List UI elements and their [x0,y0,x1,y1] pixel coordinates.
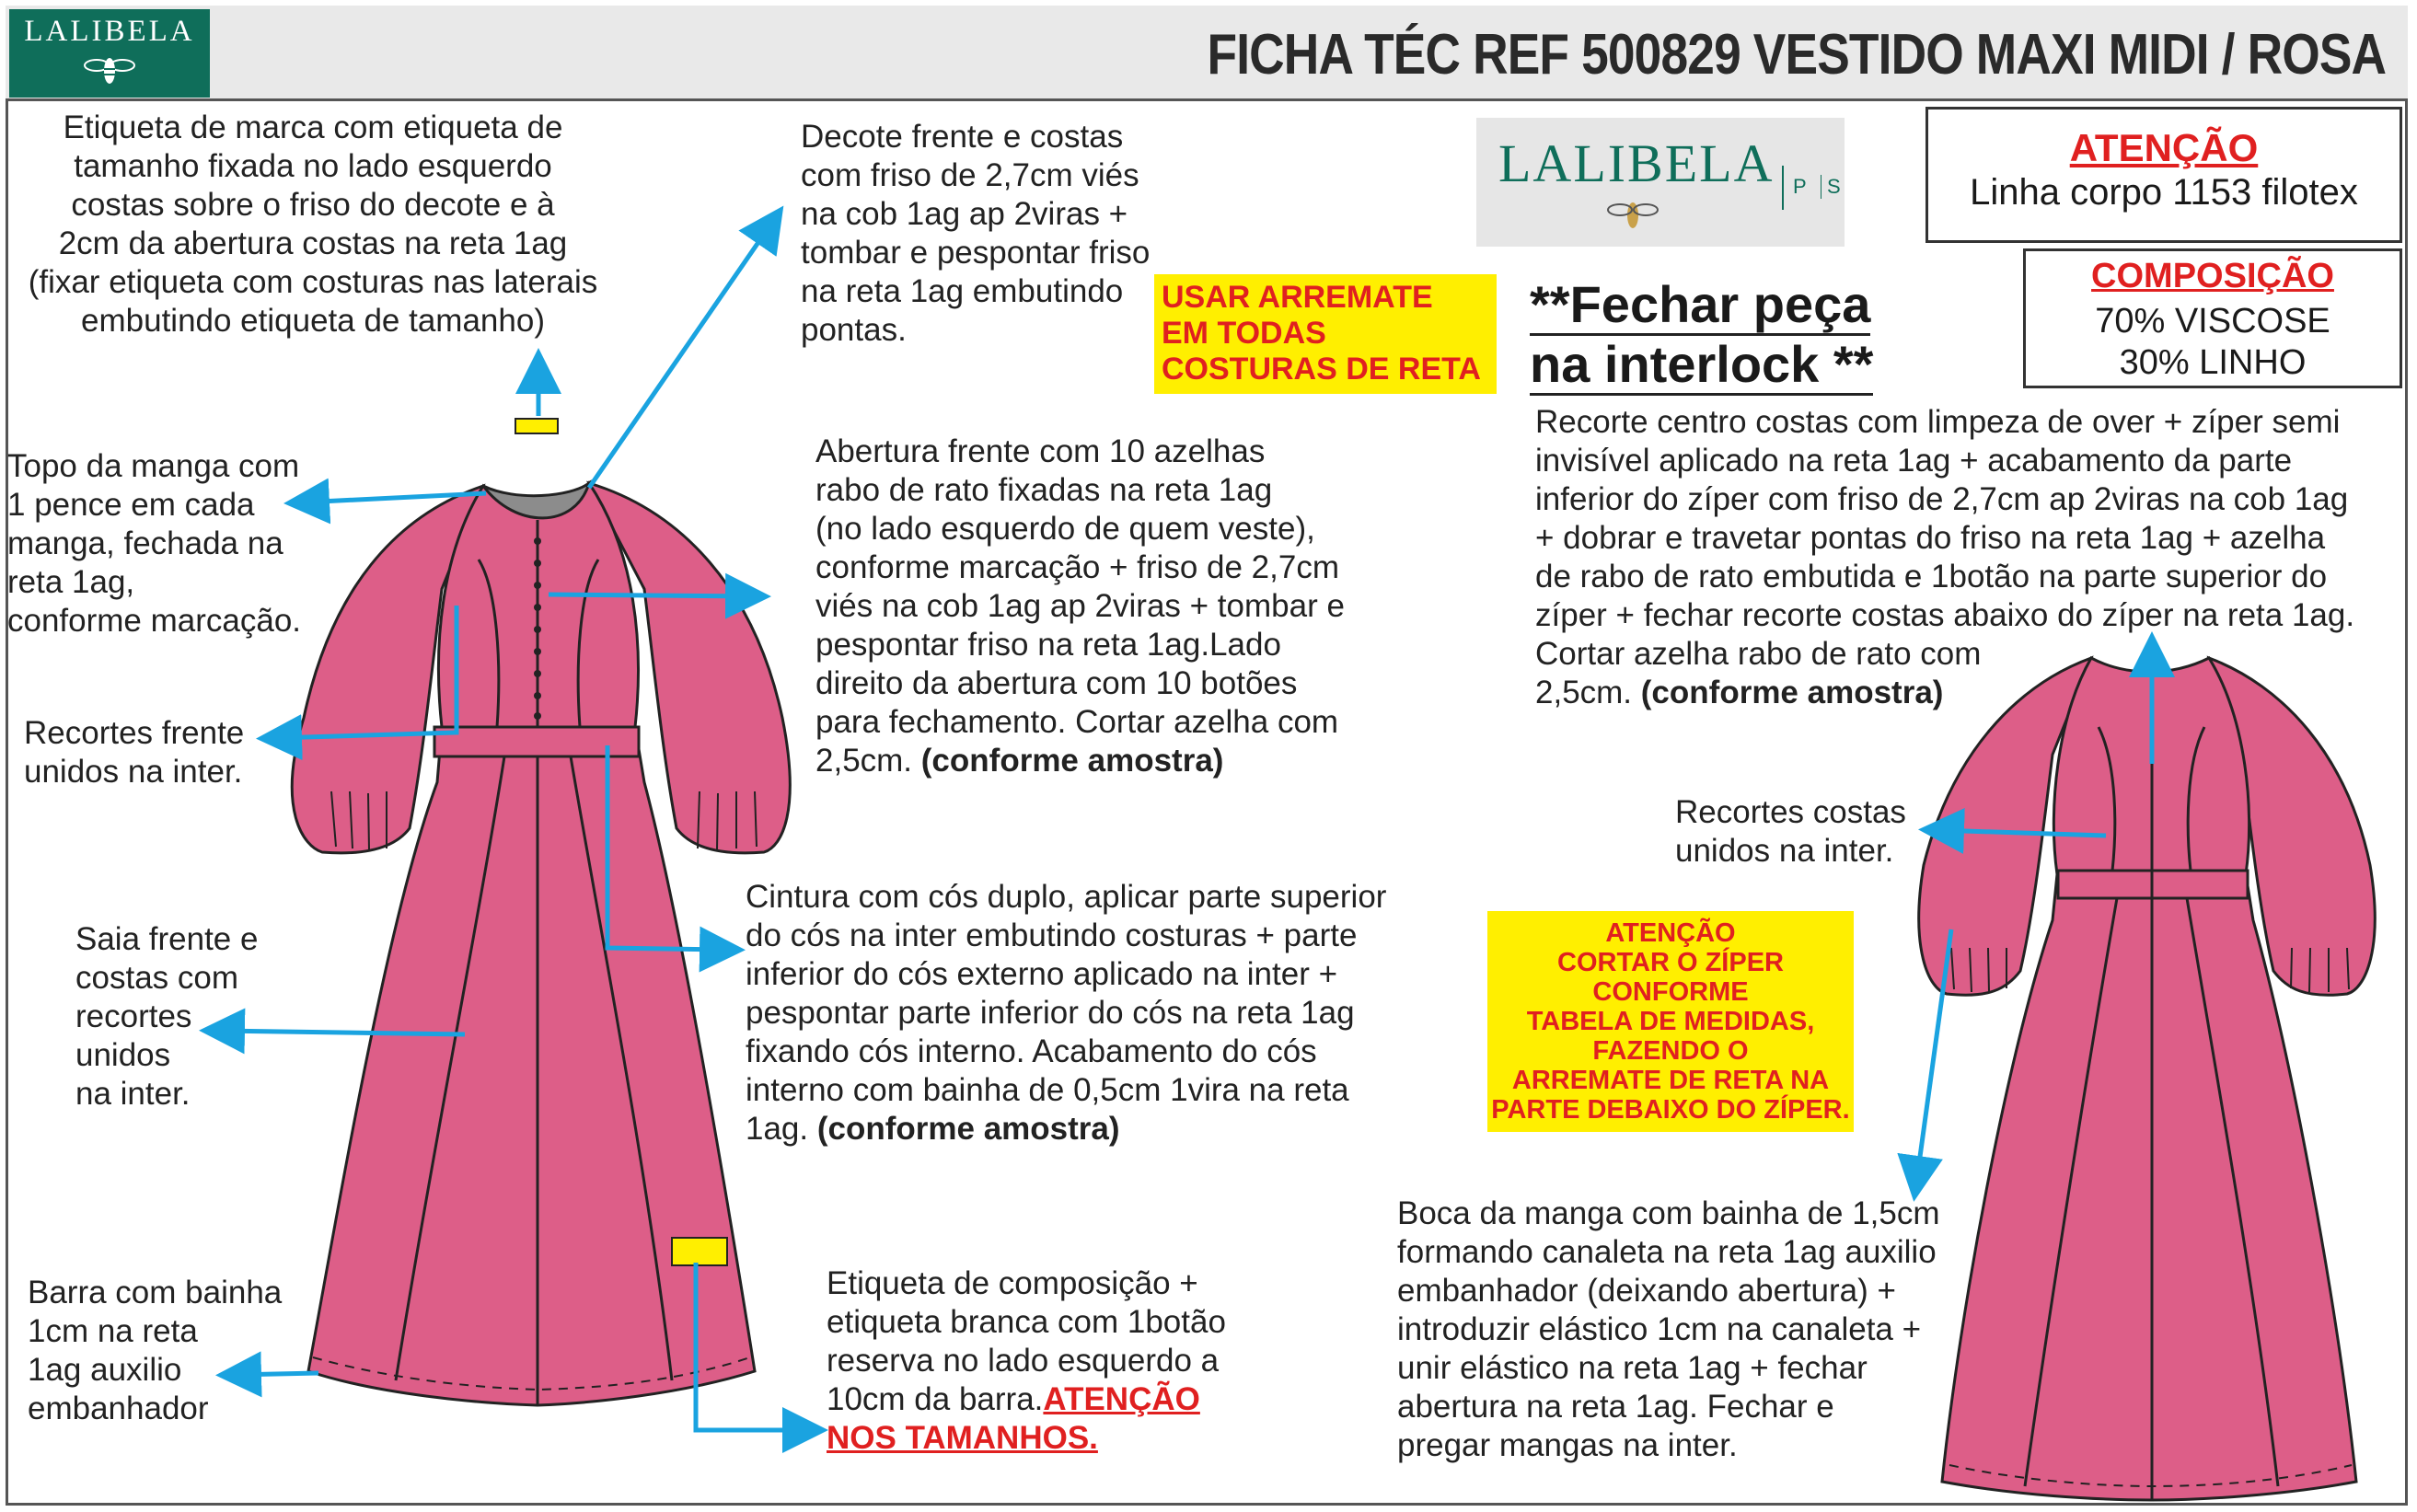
front-dress [292,419,790,1405]
note-etiqueta-comp-alert: ATENÇÃO NOS TAMANHOS. [827,1381,1200,1456]
brand-wordmark: LALIBELA [24,15,195,48]
note-abertura-frente-text: Abertura frente com 10 azelhas rabo de rato fixadas na reta 1ag (no lado esquerdo de quem veste), conforme marcação + friso de 2,7cm viés na cob 1ag ap 2viras + tombar e pespontar friso na reta 1ag.Lado direito da abertura com 10 botões para fechamento. Cortar azelha com 2,5cm. [815,433,1345,779]
brand-label-icon [515,419,558,433]
arremate-note: USAR ARREMATE EM TODAS COSTURAS DE RETA [1154,274,1497,394]
note-cintura-bold: (conforme amostra) [816,1111,1120,1147]
composition-line-2: 30% LINHO [2119,343,2307,382]
note-topo-manga: Topo da manga com 1 pence em cada manga, fechada na reta 1ag, conforme marcação. [7,448,302,639]
composition-line-1: 70% VISCOSE [2095,302,2330,340]
back-dress [1919,658,2375,1500]
note-recortes-frente: Recortes frente unidos na inter. [24,715,245,790]
arrow-abertura [549,594,753,596]
arrow-barra [234,1373,318,1375]
close-note-line-2: na interlock ** [1530,336,1873,396]
attention-title: ATENÇÃO [2069,126,2259,169]
note-cintura-text: Cintura com cós duplo, aplicar parte superior do cós na inter embutindo costuras + parte inferior do cós externo aplicado na inter + pespontar parte inferior do cós na reta 1ag fixando cós interno. Acabamento do cós interno com bainha de 0,5cm 1vira na reta 1ag. [746,879,1387,1147]
close-note-line-1: **Fechar peça [1530,276,1870,336]
note-recorte-costas-text: Recorte centro costas com limpeza de over + zíper semi invisível aplicado na reta 1ag + acabamento da parte inferior do zíper com friso de 2,7cm ap 2viras na cob 1ag + dobrar e travetar pontas do friso na reta 1ag + azelha de rabo de rato embutida e 1botão na parte superior do zíper + fechar recorte costas abaixo do zíper na reta 1ag. Cortar azelha rabo de rato com 2,5cm. [1535,404,2355,710]
note-etiqueta-comp-text: Etiqueta de composição + etiqueta branca com 1botão reserva no lado esquerdo a 10cm da barra. [827,1265,1226,1417]
ps-mark-s: S [1821,175,1841,199]
ps-mark-p: P [1793,175,1807,198]
ziper-note: ATENÇÃO CORTAR O ZÍPER CONFORME TABELA DE MEDIDAS, FAZENDO O ARREMATE DE RETA NA PARTE DEBAIXO DO ZÍPER. [1487,911,1854,1132]
note-decote: Decote frente e costas com friso de 2,7cm viés na cob 1ag ap 2viras + tombar e pespontar friso na reta 1ag embutindo pontas. [801,119,1151,348]
note-boca-manga: Boca da manga com bainha de 1,5cm formando canaleta na reta 1ag auxilio embanhador (deixando abertura) + introduzir elástico 1cm na canaleta + unir elástico na reta 1ag + fechar abertura na reta 1ag. Fechar e pregar mangas na inter. [1397,1195,1940,1463]
composition-label-icon [672,1238,727,1265]
secondary-wordmark: LALIBELA [1498,133,1775,193]
arrow-decote [589,221,773,488]
note-barra: Barra com bainha 1cm na reta 1ag auxilio embanhador [28,1275,283,1426]
attention-text: Linha corpo 1153 filotex [1970,172,2358,213]
note-recortes-costas-unidos: Recortes costas unidos na inter. [1675,794,1906,869]
note-abertura-frente-bold: (conforme amostra) [920,743,1224,779]
composition-title: COMPOSIÇÃO [2091,257,2334,295]
note-etiqueta-marca: Etiqueta de marca com etiqueta de tamanho fixada no lado esquerdo costas sobre o friso do decote e à 2cm da abertura costas na reta 1ag (fixar etiqueta com costuras nas laterais embutindo etiqueta de tamanho) [28,110,598,339]
note-saia: Saia frente e costas com recortes unidos na inter. [75,921,259,1112]
page-title: FICHA TÉC REF 500829 VESTIDO MAXI MIDI / ROSA [1207,23,2386,87]
note-recorte-costas-bold: (conforme amostra) [1640,675,1944,710]
